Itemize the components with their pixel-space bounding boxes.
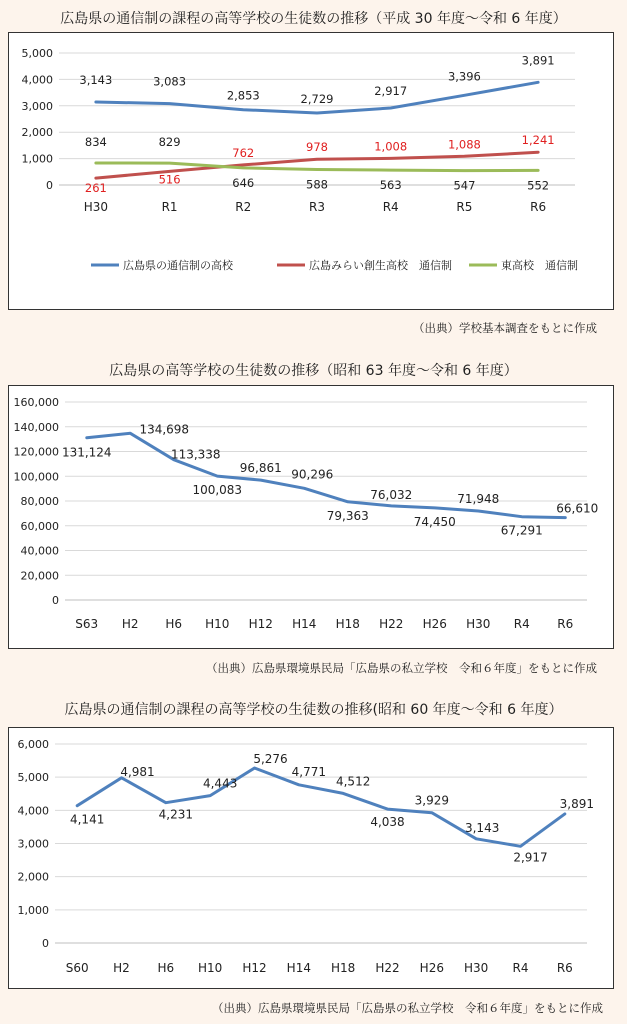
chart3-source: （出典）広島県環境県民局「広島県の私立学校 令和６年度」をもとに作成: [212, 1001, 603, 1015]
data-label: 1,088: [447, 137, 481, 152]
x-tick-label: H26: [419, 961, 444, 975]
data-label: 3,929: [414, 793, 450, 808]
data-label: 3,396: [447, 69, 481, 84]
x-tick-label: H30: [464, 961, 489, 975]
x-tick-label: R5: [456, 200, 473, 214]
series-line-3: [96, 163, 538, 171]
x-tick-label: H2: [121, 617, 139, 631]
data-label: 4,981: [120, 764, 155, 779]
data-label: 588: [306, 177, 328, 192]
data-label: 261: [84, 181, 107, 196]
data-label: 1,241: [521, 133, 555, 148]
data-label: 2,917: [374, 83, 408, 98]
data-label: 5,276: [253, 752, 288, 767]
data-label: 3,891: [559, 796, 595, 811]
y-tick-label: 80,000: [20, 495, 59, 508]
chart2-frame: [8, 385, 614, 649]
data-label: 90,296: [291, 467, 334, 482]
chart3-title: 広島県の通信制の課程の高等学校の生徒数の推移(昭和 60 年度～令和 6 年度）: [64, 702, 563, 718]
x-tick-label: H12: [248, 617, 273, 631]
y-tick-label: 0: [52, 594, 59, 607]
x-tick-label: S60: [65, 961, 89, 975]
data-label: 829: [158, 135, 181, 150]
y-tick-label: 20,000: [20, 569, 59, 583]
data-label: 113,338: [170, 447, 221, 462]
x-tick-label: R4: [513, 617, 530, 631]
y-tick-label: 0: [46, 179, 53, 192]
x-tick-label: R4: [512, 961, 529, 975]
data-label: 552: [527, 178, 550, 193]
data-label: 4,141: [69, 812, 105, 827]
y-tick-label: 2,000: [17, 870, 49, 884]
x-tick-label: H14: [286, 961, 311, 975]
chart3-frame: [8, 727, 614, 989]
data-label: 131,124: [61, 445, 112, 460]
data-label: 71,948: [457, 491, 500, 506]
data-label: 2,853: [226, 88, 260, 103]
x-tick-label: R1: [161, 200, 178, 214]
data-label: 4,512: [335, 774, 371, 789]
y-tick-label: 3,000: [21, 99, 53, 113]
data-label: 2,917: [513, 850, 548, 865]
chart2-source: （出典）広島県環境県民局「広島県の私立学校 令和６年度」をもとに作成: [206, 661, 597, 675]
data-label: 4,443: [202, 776, 238, 791]
y-tick-label: 5,000: [21, 47, 53, 60]
x-tick-label: H12: [242, 961, 267, 975]
x-tick-label: R6: [530, 200, 547, 214]
x-tick-label: R6: [556, 961, 573, 975]
x-tick-label: H14: [292, 617, 317, 631]
data-label: 834: [84, 134, 107, 149]
data-label: 96,861: [239, 461, 282, 476]
y-tick-label: 0: [42, 937, 49, 950]
x-tick-label: R6: [557, 617, 574, 631]
y-tick-label: 4,000: [17, 804, 49, 818]
x-tick-label: H22: [379, 617, 404, 631]
chart1-frame: [8, 32, 614, 310]
data-label: 3,891: [521, 53, 555, 68]
x-tick-label: R3: [309, 200, 325, 214]
legend-entry-2: 広島みらい創生高校 通信制: [309, 259, 452, 272]
data-label: 2,729: [300, 91, 334, 106]
chart1-svg: [9, 33, 613, 309]
data-label: 646: [232, 175, 255, 190]
y-tick-label: 100,000: [13, 470, 59, 484]
data-label: 3,143: [79, 73, 113, 88]
x-tick-label: S63: [75, 617, 99, 631]
chart2-title: 広島県の高等学校の生徒数の推移（昭和 63 年度～令和 6 年度）: [109, 363, 518, 379]
x-tick-label: H26: [422, 617, 447, 631]
y-tick-label: 40,000: [20, 544, 59, 558]
x-tick-label: H30: [466, 617, 491, 631]
data-label: 74,450: [413, 514, 456, 529]
legend-entry-3: 東高校 通信制: [501, 259, 578, 272]
x-tick-label: R2: [235, 200, 252, 214]
data-label: 1,008: [374, 139, 408, 154]
y-tick-label: 2,000: [21, 126, 53, 140]
y-tick-label: 160,000: [13, 396, 59, 409]
data-label: 76,032: [370, 487, 413, 502]
data-label: 3,083: [153, 74, 187, 89]
y-tick-label: 5,000: [17, 771, 49, 785]
x-tick-label: H10: [198, 961, 223, 975]
data-label: 79,363: [326, 508, 369, 523]
y-tick-label: 6,000: [17, 738, 49, 751]
x-tick-label: H6: [157, 961, 175, 975]
data-label: 66,610: [556, 501, 599, 516]
y-tick-label: 4,000: [21, 73, 53, 87]
chart2-svg: [9, 386, 613, 648]
data-label: 3,143: [464, 820, 500, 835]
data-label: 4,771: [291, 764, 327, 779]
data-label: 4,038: [370, 815, 405, 830]
data-label: 4,231: [158, 807, 194, 822]
data-label: 563: [379, 178, 402, 193]
x-tick-label: H6: [165, 617, 183, 631]
data-label: 762: [232, 145, 255, 160]
y-tick-label: 60,000: [20, 519, 59, 533]
y-tick-label: 140,000: [13, 420, 59, 434]
data-label: 100,083: [192, 483, 243, 498]
x-tick-label: H30: [83, 200, 109, 214]
data-label: 516: [158, 172, 181, 187]
chart1-source: （出典）学校基本調査をもとに作成: [413, 321, 597, 335]
y-tick-label: 1,000: [17, 903, 49, 917]
data-label: 978: [306, 140, 328, 155]
data-label: 67,291: [500, 523, 543, 538]
data-label: 134,698: [139, 422, 190, 437]
y-tick-label: 120,000: [13, 445, 59, 459]
x-tick-label: H10: [205, 617, 230, 631]
data-label: 547: [453, 178, 476, 193]
x-tick-label: H18: [335, 617, 360, 631]
x-tick-label: H2: [113, 961, 130, 975]
x-tick-label: H22: [375, 961, 400, 975]
legend-entry-1: 広島県の通信制の高校: [123, 259, 233, 272]
x-tick-label: R4: [382, 200, 399, 214]
x-tick-label: H18: [331, 961, 356, 975]
chart3-svg: [9, 728, 613, 988]
chart1-title: 広島県の通信制の課程の高等学校の生徒数の推移（平成 30 年度～令和 6 年度）: [60, 11, 567, 27]
y-tick-label: 1,000: [21, 152, 53, 166]
y-tick-label: 3,000: [17, 837, 49, 851]
